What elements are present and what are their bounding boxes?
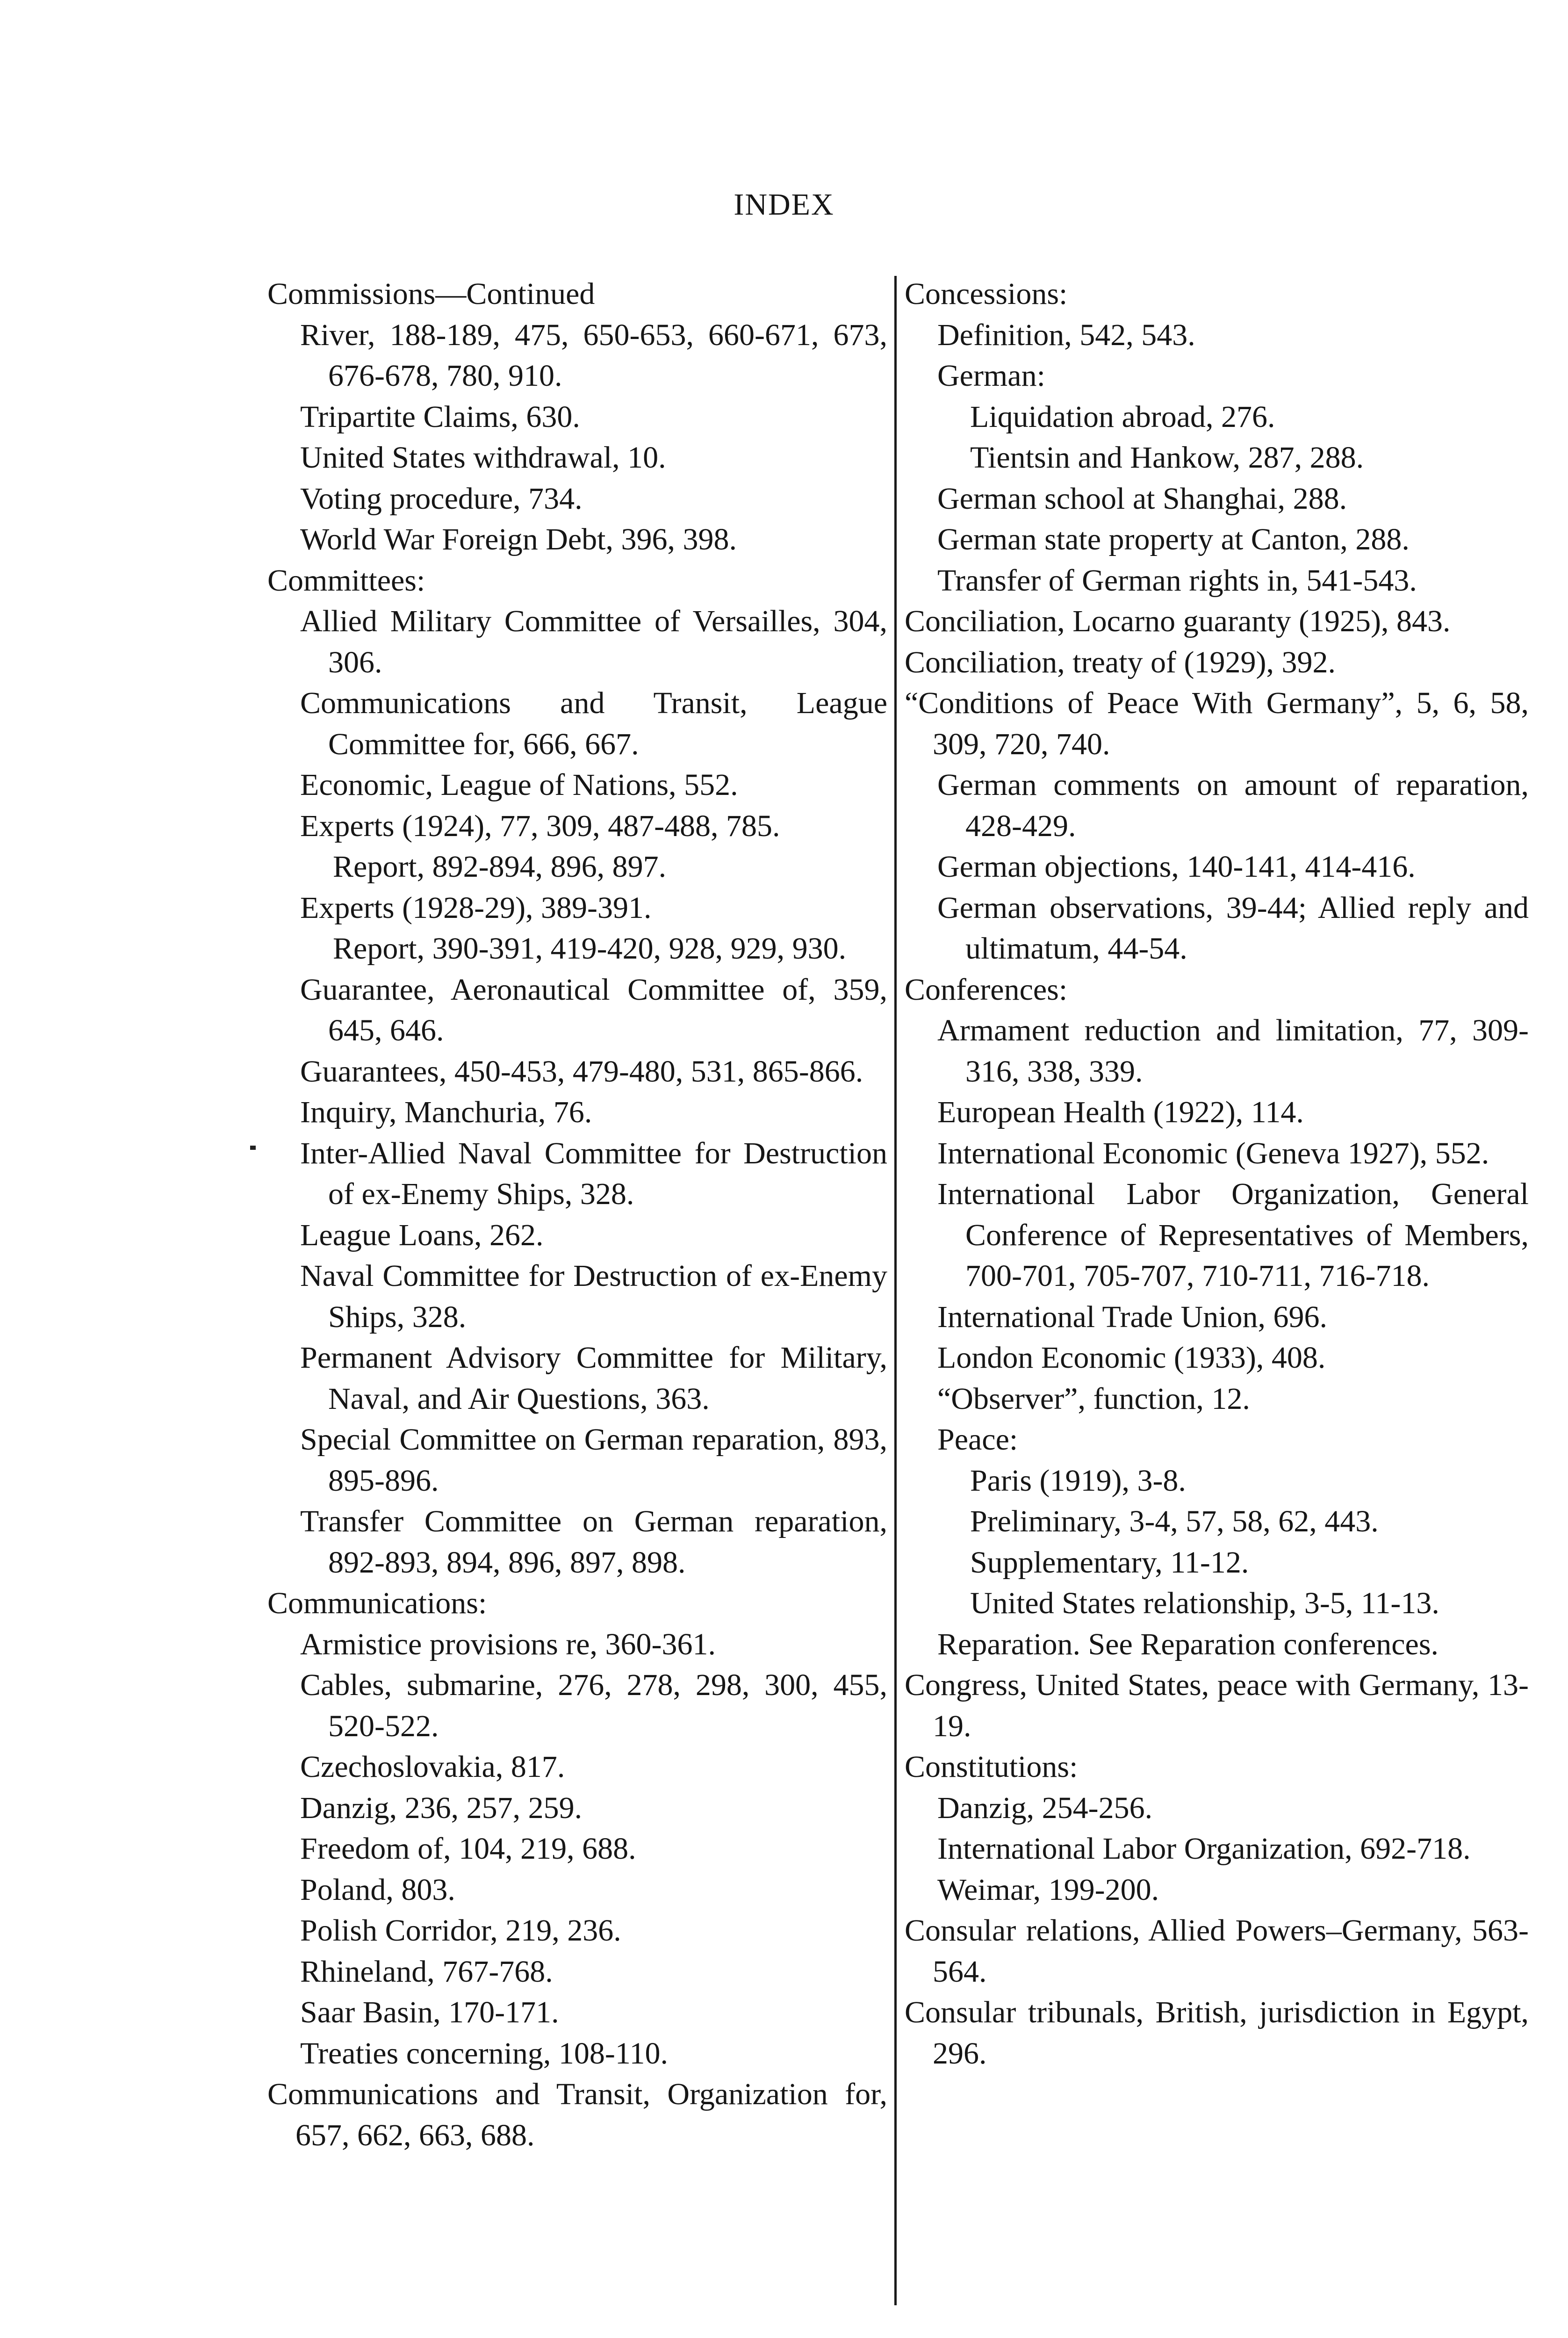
index-entry: Naval Committee for Destruction of ex-Enemy Ships, 328. [300, 1259, 887, 1334]
index-entry: Guarantee, Aeronautical Committee of, 359, 645, 646. [300, 972, 887, 1047]
index-entry: Supplementary, 11-12. [970, 1545, 1249, 1580]
index-entry: Danzig, 236, 257, 259. [300, 1790, 583, 1825]
index-entry: Commissions—Continued [267, 277, 595, 311]
index-entry: Transfer of German rights in, 541-543. [937, 563, 1417, 598]
index-entry: Freedom of, 104, 219, 688. [300, 1832, 636, 1866]
index-entry: Permanent Advisory Committee for Military, Naval, and Air Questions, 363. [300, 1341, 887, 1416]
index-entry: Saar Basin, 170-171. [300, 1995, 559, 2029]
index-column-left [267, 274, 887, 2156]
index-entry: Communications: [267, 1586, 487, 1620]
index-entry: Tripartite Claims, 630. [300, 399, 580, 434]
index-entry: German: [937, 359, 1045, 393]
index-entry: Report, 390-391, 419-420, 928, 929, 930. [333, 931, 847, 966]
index-entry: Poland, 803. [300, 1872, 455, 1907]
index-entry: Conciliation, treaty of (1929), 392. [905, 645, 1336, 679]
margin-mark [250, 1146, 256, 1150]
index-entry: Weimar, 199-200. [937, 1872, 1159, 1907]
index-entry: Liquidation abroad, 276. [970, 399, 1275, 434]
index-entry: Inquiry, Manchuria, 76. [300, 1095, 592, 1129]
index-entry: River, 188-189, 475, 650-653, 660-671, 673, 676-678, 780, 910. [300, 318, 887, 393]
page-title: INDEX [734, 188, 834, 222]
index-entry: Economic, League of Nations, 552. [300, 768, 738, 802]
index-entry: London Economic (1933), 408. [937, 1341, 1326, 1375]
index-entry: German school at Shanghai, 288. [937, 481, 1347, 516]
index-entry: Allied Military Committee of Versailles, 304, 306. [300, 604, 887, 679]
index-entry: Constitutions: [905, 1750, 1078, 1784]
column-divider [894, 276, 897, 2305]
index-entry: League Loans, 262. [300, 1218, 544, 1252]
index-entry: Polish Corridor, 219, 236. [300, 1913, 621, 1948]
index-entry: Czechoslovakia, 817. [300, 1750, 565, 1784]
index-entry: Conferences: [905, 972, 1068, 1007]
index-entry: Armistice provisions re, 360-361. [300, 1627, 716, 1661]
index-entry: International Labor Organization, General Conference of Representatives of Members, 700-701, 705-707, 710-711, 716-718. [937, 1177, 1529, 1293]
index-entry: Voting procedure, 734. [300, 481, 583, 516]
index-entry: Consular tribunals, British, jurisdiction in Egypt, 296. [905, 1995, 1529, 2071]
index-entry: Preliminary, 3-4, 57, 58, 62, 443. [970, 1504, 1379, 1538]
index-entry: Peace: [937, 1422, 1018, 1457]
index-entry: International Economic (Geneva 1927), 552. [937, 1136, 1489, 1170]
index-entry: Cables, submarine, 276, 278, 298, 300, 455, 520-522. [300, 1668, 887, 1743]
index-entry: Committees: [267, 563, 425, 598]
index-entry: Inter-Allied Naval Committee for Destruction of ex-Enemy Ships, 328. [300, 1136, 887, 1211]
index-entry: Conciliation, Locarno guaranty (1925), 843. [905, 604, 1451, 638]
index-entry: World War Foreign Debt, 396, 398. [300, 522, 737, 556]
index-entry: International Labor Organization, 692-718. [937, 1832, 1471, 1866]
index-entry: International Trade Union, 696. [937, 1299, 1328, 1334]
index-entry: European Health (1922), 114. [937, 1095, 1304, 1129]
index-entry: Consular relations, Allied Powers–Germany, 563-564. [905, 1913, 1529, 1989]
index-entry: Transfer Committee on German reparation, 892-893, 894, 896, 897, 898. [300, 1504, 887, 1580]
index-entry: “Observer”, function, 12. [937, 1381, 1250, 1416]
index-entry: Communications and Transit, Organization for, 657, 662, 663, 688. [267, 2077, 887, 2152]
index-entry: Paris (1919), 3-8. [970, 1463, 1186, 1498]
index-entry: Report, 892-894, 896, 897. [333, 850, 667, 884]
index-entry: Definition, 542, 543. [937, 318, 1195, 352]
index-entry: Tientsin and Hankow, 287, 288. [970, 440, 1364, 475]
index-entry: Reparation. See Reparation conferences. [937, 1627, 1439, 1661]
index-entry: Armament reduction and limitation, 77, 309-316, 338, 339. [937, 1013, 1529, 1089]
index-entry: Experts (1924), 77, 309, 487-488, 785. [300, 808, 780, 843]
index-entry: United States withdrawal, 10. [300, 440, 666, 475]
index-entry: United States relationship, 3-5, 11-13. [970, 1586, 1439, 1620]
index-entry: Treaties concerning, 108-110. [300, 2036, 668, 2071]
index-entry: German objections, 140-141, 414-416. [937, 850, 1416, 884]
index-entry: Concessions: [905, 277, 1068, 311]
index-entry: Congress, United States, peace with Germany, 13-19. [905, 1668, 1529, 1743]
index-entry: Experts (1928-29), 389-391. [300, 890, 652, 925]
index-entry: Guarantees, 450-453, 479-480, 531, 865-866. [300, 1054, 863, 1089]
index-entry: Communications and Transit, League Committee for, 666, 667. [300, 686, 887, 761]
index-column-right [905, 274, 1529, 2074]
index-entry: “Conditions of Peace With Germany”, 5, 6, 58, 309, 720, 740. [905, 686, 1529, 761]
index-entry: German state property at Canton, 288. [937, 522, 1410, 556]
index-entry: German observations, 39-44; Allied reply and ultimatum, 44-54. [937, 890, 1529, 966]
index-entry: Special Committee on German reparation, 893, 895-896. [300, 1422, 887, 1498]
index-entry: Rhineland, 767-768. [300, 1954, 553, 1989]
index-entry: German comments on amount of reparation, 428-429. [937, 768, 1529, 843]
index-entry: Danzig, 254-256. [937, 1790, 1153, 1825]
